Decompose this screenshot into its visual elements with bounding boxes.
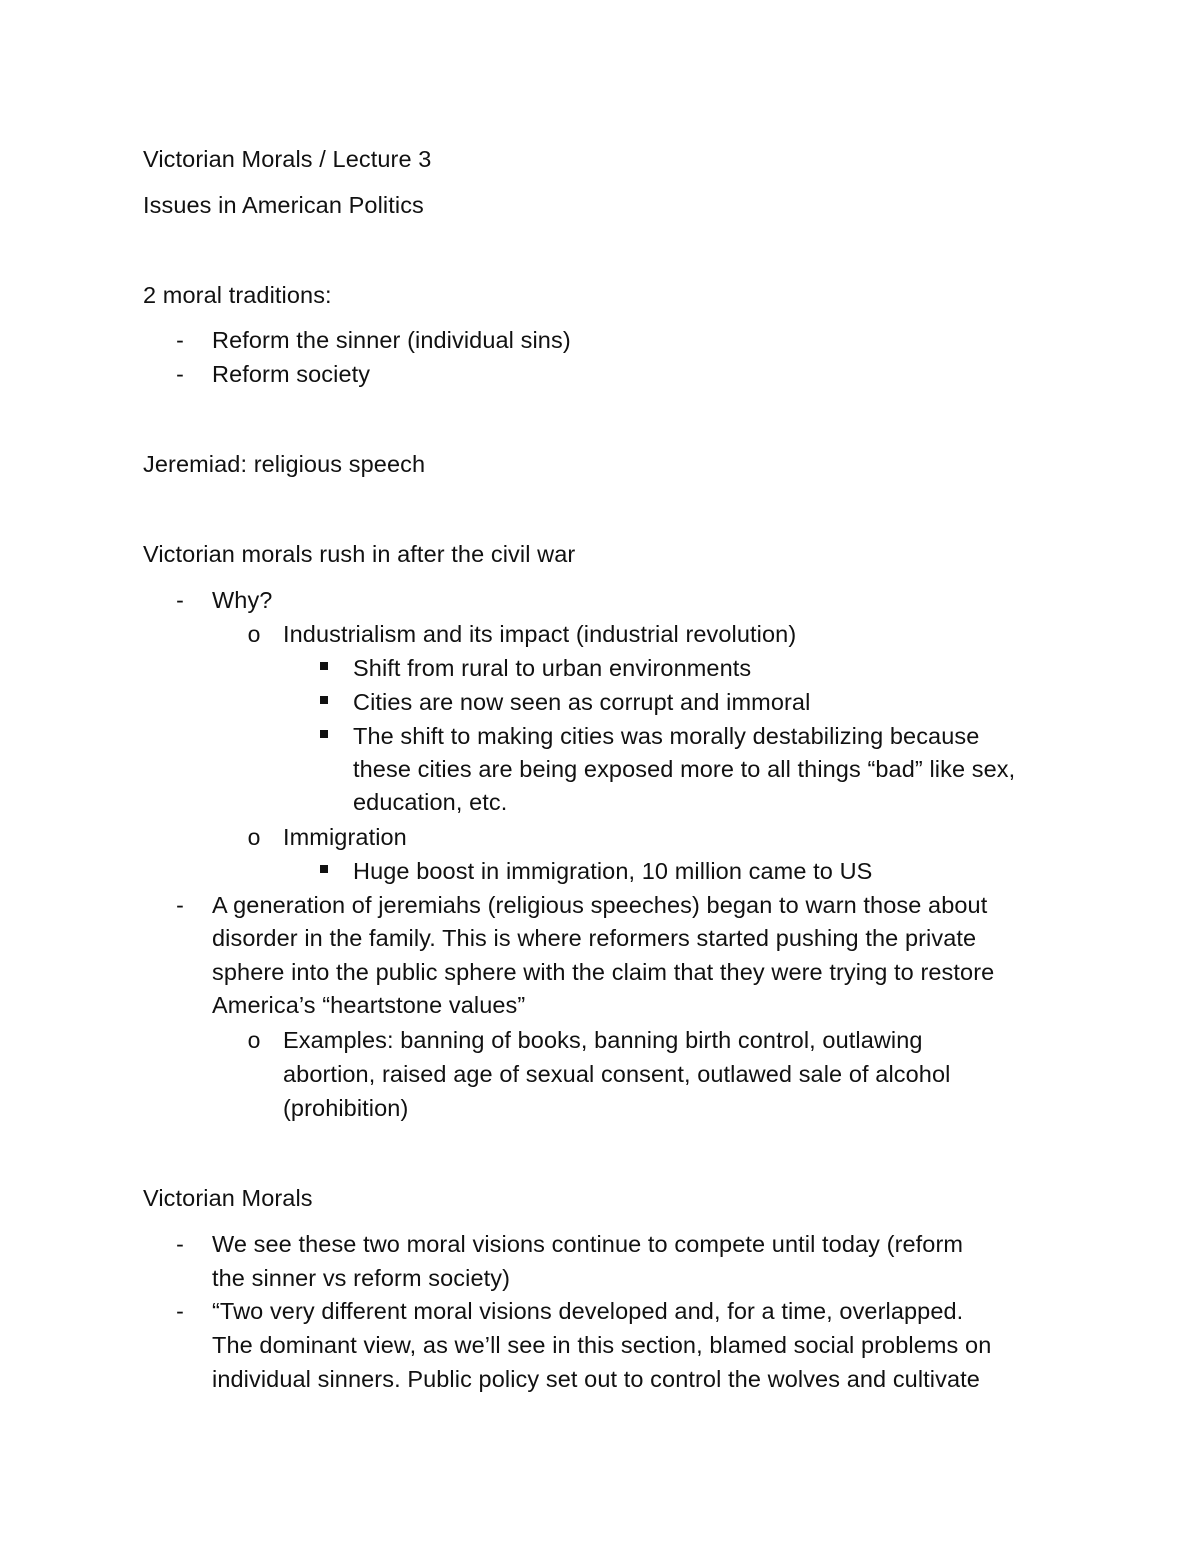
industrialism-point-continued: these cities are being exposed more to all things “bad” like sex, <box>353 756 1016 782</box>
dash-bullet: - <box>176 1298 184 1324</box>
quote-item-continued: The dominant view, as we’ll see in this section, blamed social problems on <box>212 1332 992 1358</box>
tradition-item: Reform the sinner (individual sins) <box>212 327 571 353</box>
section-heading: Victorian Morals <box>143 1185 313 1211</box>
dash-bullet: - <box>176 1231 184 1257</box>
jeremiahs-item-continued: sphere into the public sphere with the claim that they were trying to restore <box>212 959 995 985</box>
dash-bullet: - <box>176 361 184 387</box>
jeremiahs-item: A generation of jeremiahs (religious speeches) began to warn those about <box>212 892 988 918</box>
why-item: Why? <box>212 587 273 613</box>
square-bullet <box>320 662 328 670</box>
quote-item: “Two very different moral visions developed and, for a time, overlapped. <box>212 1298 964 1324</box>
industrialism-point-continued: education, etc. <box>353 789 508 815</box>
jeremiad-definition: Jeremiad: religious speech <box>143 451 426 477</box>
circle-bullet: o <box>247 824 261 850</box>
dash-bullet: - <box>176 892 184 918</box>
jeremiahs-item-continued: disorder in the family. This is where reformers started pushing the private <box>212 925 977 951</box>
circle-bullet: o <box>247 1027 261 1053</box>
examples-item-continued: abortion, raised age of sexual consent, outlawed sale of alcohol <box>283 1061 951 1087</box>
immigration-point: Huge boost in immigration, 10 million came to US <box>353 858 873 884</box>
visions-item: We see these two moral visions continue to compete until today (reform <box>212 1231 964 1257</box>
dash-bullet: - <box>176 327 184 353</box>
quote-item-continued: individual sinners. Public policy set out to control the wolves and cultivate <box>212 1366 980 1392</box>
section-heading: Victorian morals rush in after the civil war <box>143 541 576 567</box>
examples-item-continued: (prohibition) <box>283 1095 409 1121</box>
visions-item-continued: the sinner vs reform society) <box>212 1265 511 1291</box>
tradition-item: Reform society <box>212 361 371 387</box>
industrialism-point: Cities are now seen as corrupt and immoral <box>353 689 811 715</box>
immigration-item: Immigration <box>283 824 407 850</box>
industrialism-item: Industrialism and its impact (industrial revolution) <box>283 621 797 647</box>
traditions-heading: 2 moral traditions: <box>143 282 332 308</box>
industrialism-point: Shift from rural to urban environments <box>353 655 752 681</box>
square-bullet <box>320 696 328 704</box>
square-bullet <box>320 865 328 873</box>
circle-bullet: o <box>247 621 261 647</box>
document-title: Victorian Morals / Lecture 3 <box>143 146 432 172</box>
square-bullet <box>320 730 328 738</box>
jeremiahs-item-continued: America’s “heartstone values” <box>212 992 526 1018</box>
industrialism-point: The shift to making cities was morally destabilizing because <box>353 723 980 749</box>
examples-item: Examples: banning of books, banning birth control, outlawing <box>283 1027 923 1053</box>
course-name: Issues in American Politics <box>143 192 424 218</box>
dash-bullet: - <box>176 587 184 613</box>
